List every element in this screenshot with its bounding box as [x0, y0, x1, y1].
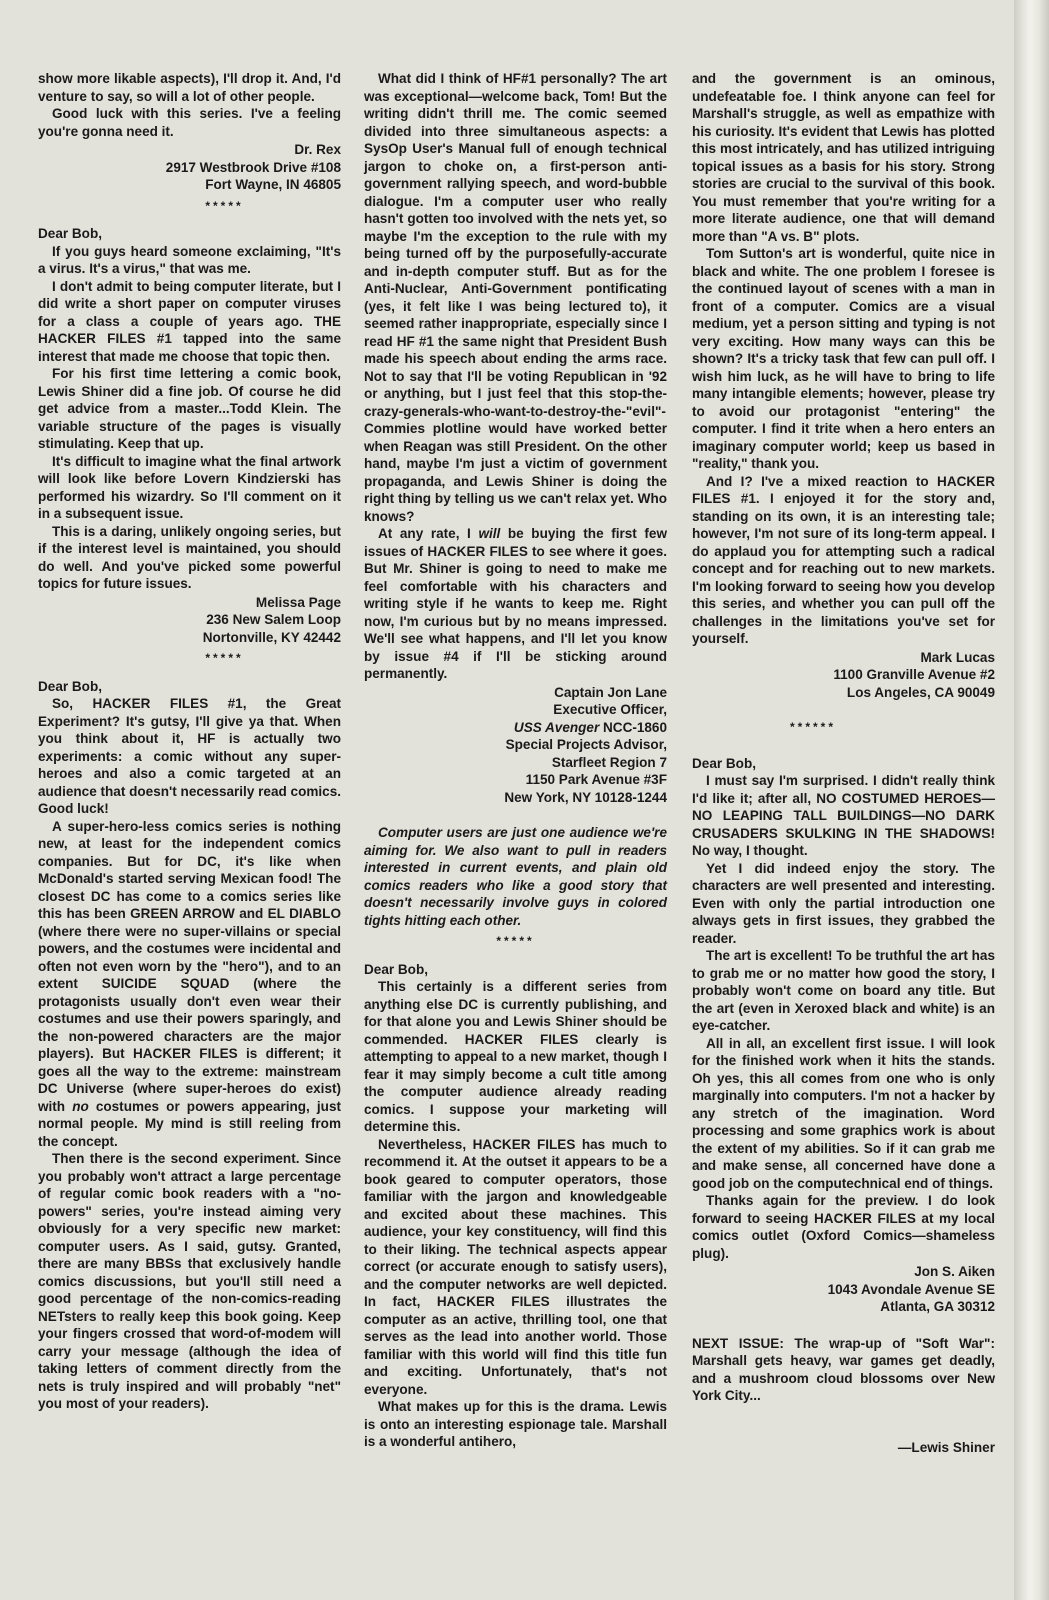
letter-paragraph: And I? I've a mixed reaction to HACKER FILES #1. I enjoyed it for the story and, standing on its own, it is an interesting tale; however, I'm not sure of its long-term appeal. I do applaud you for attempting such a radical concept and for reaching out to new markets. I'm looking forward to seeing how you develop this series, and whether you can pull off the challenges in the limitations you've set for yourself.	[692, 473, 995, 646]
signer-city: Fort Wayne, IN 46805	[205, 177, 341, 192]
letter-paragraph: At any rate, I will be buying the first few issues of HACKER FILES to see where it goes. But Mr. Shiner is going to need to make me feel comfortable with his characters and writing style if he wants to keep me. Right now, I'm curious but by no means impressed. We'll see what happens, and I'll let you know by issue #4 if I'll be sticking around permanently.	[364, 526, 667, 681]
letter-paragraph: show more likable aspects), I'll drop it. And, I'd venture to say, so will a lot of other people.	[38, 71, 341, 104]
salutation: Dear Bob,	[38, 678, 102, 694]
editor-credit: —Lewis Shiner	[897, 1439, 995, 1455]
letter-paragraph: Tom Sutton's art is wonderful, quite nice in black and white. The one problem I foresee is the continued layout of scenes with a man in front of a computer. Comics are a visual medium, yet a person sitting and typing is not very exciting. How many ways can this be shown? It's a tricky task that few can pull off. I wish him luck, as he will have to bring to life many intangible elements; however, please try to avoid our protagonist "entering" the computer. I find it trite when a hero enters an imaginary computer world; keep us based in "reality," thank you.	[692, 246, 995, 471]
salutation: Dear Bob,	[364, 961, 428, 977]
letter-paragraph: What did I think of HF#1 personally? The art was exceptional—welcome back, Tom! But the writing didn't thrill me. The comic seemed divided into three simultaneous aspects: a SysOp User's Manual full of enough technical jargon to choke on, a first-person anti-government rallying speech, and word-bubble dialogue. I'm a computer user who really hasn't gotten too involved with the nets yet, so maybe I'm the exception to the rule with my being turned off by the purposefully-accurate and in-depth computer stuff. But as for the Anti-Nuclear, Anti-Government pontificating (yes, it felt like I was being lectured to), it seemed rather inappropriate, especially since I read HF #1 the same night that President Bush made his speech about ending the arms race. Not to say that I'll be voting Republican in '92 or anything, but I just feel that this stop-the-crazy-generals-who-want-to-destroy-the-"evil"-Commies plotline would have worked better when Reagan was still President. On the other hand, maybe I'm just a victim of government propaganda, and Lewis Shiner is doing the right thing by telling us we can't relax yet. Who knows?	[364, 71, 667, 524]
signer-address: 1100 Granville Avenue #2	[833, 667, 995, 682]
letter-signature	[38, 141, 341, 194]
letter-paragraph: and the government is an ominous, undefeatable foe. I think anyone can feel for Marshall's struggle, as well as empathize with his curiosity. It's evident that Lewis has plotted this most intricately, and has utilized intriguing topical issues as a basis for his story. Strong stories are crucial to the survival of this book. You must remember that you're writing for a more literate audience, one that will demand more than "A vs. B" plots.	[692, 71, 995, 244]
letter-paragraph: It's difficult to imagine what the final artwork will look like before Lovern Kindzierski has performed his wizardry. So I'll comment on it in a subsequent issue.	[38, 453, 341, 521]
letter-paragraph: All in all, an excellent first issue. I will look for the finished work when it hits the stands. Oh yes, this all comes from one who is only marginally into computers. I'm not a hacker by any stretch of the imagination. Word processing and some graphics work is about the extent of my abilities. So if it can grab me and make sense, all concerned have done a good job on the computechnical end of things.	[692, 1035, 995, 1191]
separator-stars: ******	[790, 720, 837, 734]
signer-city: Nortonville, KY 42442	[202, 629, 341, 645]
signer-address: 1043 Avondale Avenue SE	[827, 1281, 995, 1297]
letter-paragraph: Yet I did indeed enjoy the story. The characters are well presented and interesting. Even with only the partial introduction one always gets in first issues, they grabbed the reader.	[692, 860, 995, 946]
separator-stars: *****	[205, 651, 244, 665]
separator-stars: *****	[496, 934, 535, 948]
signer-title: Executive Officer,	[553, 702, 667, 717]
next-issue-label: NEXT ISSUE:	[692, 1335, 784, 1351]
signer-name: Jon S. Aiken	[914, 1264, 995, 1279]
letter-signature	[692, 1263, 995, 1316]
column-3	[692, 70, 995, 1456]
editor-reply: Computer users are just one audience we're aiming for. We also want to pull in readers interested in current events, and plain old comics readers who like a good story that doesn't necessarily involve guys in colored tights hitting each other.	[364, 825, 667, 928]
page-binding-edge	[1014, 0, 1049, 1600]
signer-city: New York, NY 10128-1244	[504, 789, 667, 805]
signer-region: Starfleet Region 7	[551, 754, 667, 770]
salutation: Dear Bob,	[692, 755, 756, 771]
signer-city: Los Angeles, CA 90049	[846, 684, 995, 700]
letter-paragraph: I must say I'm surprised. I didn't really think I'd like it; after all, NO COSTUMED HEROES—NO LEAPING TALL BUILDINGS—NO DARK CRUSADERS SKULKING IN THE SHADOWS! No way, I thought.	[692, 773, 995, 858]
letter-paragraph: Then there is the second experiment. Since you probably won't attract a large percentage of regular comic book readers with a "no-powers" series, you're instead aiming very obviously for a very specific new market: computer users. As I said, gutsy. Granted, there are many BBSs that exclusively handle comics discussions, but you'll still need a good percentage of the non-comics-reading NETsters to really keep this book going. Keep your fingers crossed that word-of-modem will carry your message (although the idea of taking letters of comment directly from the nets is truly inspired and will probably "net" you most of your readers).	[38, 1151, 341, 1411]
column-2	[364, 70, 667, 1451]
letter-paragraph: Good luck with this series. I've a feeling you're gonna need it.	[38, 106, 341, 139]
letter-paragraph: If you guys heard someone exclaiming, "It's a virus. It's a virus," that was me.	[38, 243, 341, 276]
letter-paragraph: So, HACKER FILES #1, the Great Experiment? It's gutsy, I'll give ya that. When you think about it, HF is actually two experiments: a comic without any super-heroes and also a comic targeted at an audience that doesn't necessarily read comics. Good luck!	[38, 696, 341, 816]
signer-name: Dr. Rex	[294, 142, 341, 157]
signer-ship: USS Avenger NCC-1860	[513, 719, 667, 735]
letter-paragraph: A super-hero-less comics series is nothing new, at least for the independent comics companies. But for DC, it's like when McDonald's started serving Mexican food! The closest DC has come to a comics series like this has been GREEN ARROW and EL DIABLO (where there were no super-villains or special powers, and the costumes were incidental and often not even worn by the "hero"), and to an extent SUICIDE SQUAD (where the protagonists usually don't even wear their costumes and use their powers sparingly, and the non-powered characters are the major players). But HACKER FILES is different; it goes all the way to the extreme: mainstream DC Universe (where super-heroes do exist) with no costumes or powers appearing, just normal people. My mind is still reeling from the concept.	[38, 818, 341, 1149]
column-1	[38, 70, 341, 1413]
separator-stars: *****	[205, 198, 244, 213]
letter-signature	[38, 594, 341, 647]
signer-address: 236 New Salem Loop	[206, 612, 341, 627]
letter-paragraph: Thanks again for the preview. I do look forward to seeing HACKER FILES at my local comics outlet (Oxford Comics—shameless plug).	[692, 1193, 995, 1261]
signer-name: Mark Lucas	[920, 649, 995, 665]
letter-paragraph: The art is excellent! To be truthful the art has to grab me or no matter how good the story, I probably won't come on board any title. But the art (even in Xeroxed black and white) is an eye-catcher.	[692, 948, 995, 1033]
letter-paragraph: This is a daring, unlikely ongoing series, but if the interest level is maintained, you should do well. And you've picked some powerful topics for future issues.	[38, 523, 341, 591]
letter-signature	[692, 649, 995, 702]
signer-title: Special Projects Advisor,	[505, 737, 667, 752]
signer-city: Atlanta, GA 30312	[880, 1299, 995, 1314]
signer-address: 2917 Westbrook Drive #108	[165, 159, 341, 175]
salutation: Dear Bob,	[38, 226, 102, 241]
letter-paragraph: What makes up for this is the drama. Lewis is onto an interesting espionage tale. Marshall is a wonderful antihero,	[364, 1399, 667, 1449]
signer-name: Melissa Page	[255, 594, 341, 610]
next-issue-blurb: NEXT ISSUE: The wrap-up of "Soft War": Marshall gets heavy, war games get deadly, and a mushroom cloud blossoms over New York City...	[692, 1335, 995, 1403]
letter-paragraph: I don't admit to being computer literate, but I did write a short paper on computer viruses for a class a couple of years ago. THE HACKER FILES #1 tapped into the same interest that made me choose that topic then.	[38, 278, 341, 364]
letter-paragraph: Nevertheless, HACKER FILES has much to recommend it. At the outset it appears to be a book geared to computer operators, those familiar with the jargon and knowledgeable and excited about these machines. This audience, your key constituency, will find this to their liking. The technical aspects appear correct (or accurate enough to satisfy users), and the computer networks are well depicted. In fact, HACKER FILES illustrates the computer as an active, thrilling tool, one that serves as the lead into another world. Those familiar with this world will find this title fun and exciting. Unfortunately, that's not everyone.	[364, 1136, 667, 1397]
signer-address: 1150 Park Avenue #3F	[525, 772, 667, 787]
letter-paragraph: For his first time lettering a comic book, Lewis Shiner did a fine job. Of course he did get advice from a master...Todd Klein. The variable structure of the pages is visually stimulating. Keep that up.	[38, 366, 341, 451]
letter-paragraph: This certainly is a different series from anything else DC is currently publishing, and for that alone you and Lewis Shiner should be commended. HACKER FILES clearly is attempting to appeal to a new market, though I fear it may simply become a cult title among the computer audience already reading comics. I suppose your marketing will determine this.	[364, 979, 667, 1134]
letter-signature	[364, 684, 667, 807]
signer-name: Captain Jon Lane	[554, 684, 667, 700]
